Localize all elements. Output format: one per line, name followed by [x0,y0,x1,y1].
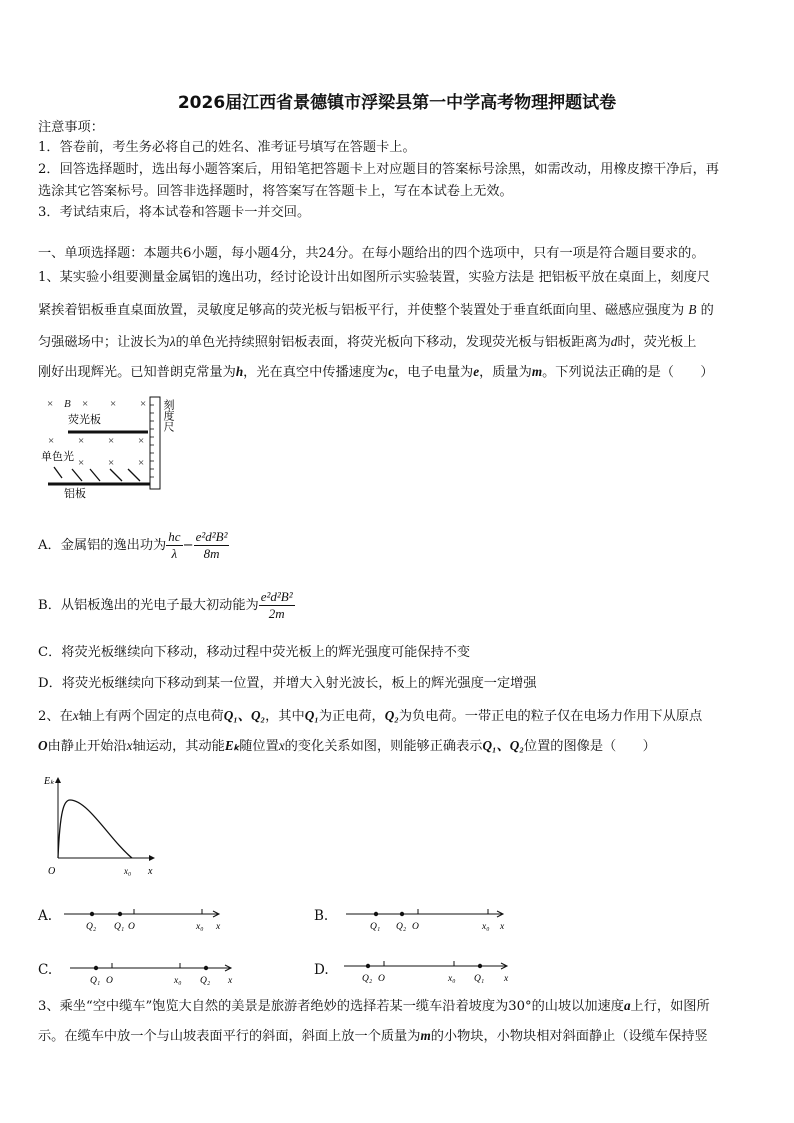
fraction: $\frac{\text{e²d²B²}}{2m}$ [260,589,293,621]
number-line-label: Q₂ [86,922,97,932]
plate-label: 铝板 [64,488,86,500]
notice-item: 3．考试结束后，将本试卷和答题卡一并交回。 [38,205,311,220]
q2-option-b-label: B. [314,908,329,924]
ek-curve [58,800,132,858]
notice-item: 1．答卷前，考生务必将自己的姓名、准考证号填写在答题卡上。 [38,140,416,155]
section-heading: 一、单项选择题：本题共6小题，每小题4分，共24分。在每小题给出的四个选项中，只有一项是符合题目要求的。 [38,246,705,261]
magnetic-field-cross: × [78,435,85,447]
q1-option-a: A．金属铝的逸出功为 $\frac{hc}{\lambda}$ − $\frac{\text{e²d²B²}}{8m}$ [38,529,228,561]
q1-option-c: C．将荧光板继续向下移动，移动过程中荧光板上的辉光强度可能保持不变 [38,645,471,660]
number-line-label: O [106,976,113,986]
screen-label: 荧光板 [68,414,101,426]
q2-option-c-label: C. [38,962,53,978]
charge-point [118,912,122,916]
q1-stem-line: 1、某实验小组要测量金属铝的逸出功，经讨论设计出如图所示实验装置，实验方法是 把铝板平放在桌面上，刻度尺 [38,270,710,285]
charge-point [400,912,404,916]
q3-stem-line: 示。在缆车中放一个与山坡表面平行的斜面，斜面上放一个质量为m的小物块，小物块相对斜面静止（设缆车保持竖 [38,1028,708,1044]
number-line-label: O [412,922,419,932]
number-line-label: O [378,974,385,984]
magnetic-field-cross: × [138,457,145,469]
notice-heading: 注意事项： [38,120,104,135]
q2-stem-line: O由静止开始沿x轴运动，其动能Eₖ随位置x的变化关系如图，则能够正确表示Q₁、Q₂位置的图像是（ ） [38,738,656,754]
number-line-label: O [128,922,135,932]
magnetic-field-label: B [64,398,71,410]
charge-point [374,912,378,916]
number-line-label: x₀ [448,974,456,984]
q2-stem-line: 2、在x轴上有两个固定的点电荷Q₁、Q₂，其中Q₁为正电荷，Q₂为负电荷。一带正电的粒子仅在电场力作用下从原点 [38,708,703,724]
number-line-label: Q₁ [474,974,485,984]
q2-option-d-numberline [340,954,520,988]
charge-point [94,966,98,970]
notice-item: 选涂其它答案标号。回答非选择题时，将答案写在答题卡上，写在本试卷上无效。 [38,184,513,199]
q2-option-d-label: D. [314,962,329,978]
number-line-label: x [216,922,221,932]
q2-ek-graph [40,770,170,878]
q1-stem-line: 刚好出现辉光。已知普朗克常量为h，光在真空中传播速度为c，电子电量为e，质量为m。下列说法正确的是（ ） [38,364,714,380]
q2-option-b-numberline [342,902,522,936]
number-line-label: Q₁ [90,976,101,986]
ruler-ticks [150,405,154,477]
magnetic-field-cross: × [108,435,115,447]
magnetic-field-cross: × [108,457,115,469]
number-line-label: Q₂ [396,922,407,932]
number-line-label: x₀ [196,922,204,932]
q1-option-b: B．从铝板逸出的光电子最大初动能为 $\frac{\text{e²d²B²}}{2m}$ [38,589,293,621]
origin-label: O [48,866,56,877]
number-line-label: Q₁ [114,922,125,932]
q3-stem-line: 3、乘坐“空中缆车”饱览大自然的美景是旅游者绝妙的选择若某一缆车沿着坡度为30°的山坡以加速度a上行，如图所 [38,998,710,1014]
number-line-label: x [500,922,505,932]
page-title: 2026届江西省景德镇市浮梁县第一中学高考物理押题试卷 [177,93,617,113]
magnetic-field-cross: × [138,435,145,447]
x-axis-label: x [148,866,153,877]
charge-point [90,912,94,916]
number-line-label: x₀ [482,922,490,932]
q1-stem-line: 匀强磁场中；让波长为λ的单色光持续照射铝板表面，将荧光板向下移动，发现荧光板与铝板距离为d时，荧光板上 [38,334,697,350]
y-axis-label: Eₖ [44,776,55,787]
number-line-label: x [228,976,233,986]
q1-option-d: D．将荧光板继续向下移动到某一位置，并增大入射光波长，板上的辉光强度一定增强 [38,676,537,691]
charge-point [478,964,482,968]
q2-option-a-label: A. [38,908,53,924]
notice-item: 2．回答选择题时，选出每小题答案后，用铅笔把答题卡上对应题目的答案标号涂黑，如需改动，用橡皮擦干净后，再 [38,162,719,177]
q1-stem-line: 紧挨着铝板垂直桌面放置，灵敏度足够高的荧光板与铝板平行，并使整个装置处于垂直纸面向里、磁感应强度为 B 的 [38,302,714,318]
light-label: 单色光 [41,451,74,463]
magnetic-field-cross: × [140,398,147,410]
q2-option-a-numberline [60,902,240,936]
magnetic-field-cross: × [78,457,85,469]
magnetic-field-cross: × [48,435,55,447]
ruler-label: 刻度尺 [162,399,174,432]
magnetic-field-cross: × [47,398,54,410]
magnetic-field-cross: × [82,398,89,410]
fraction: $\frac{hc}{\lambda}$ [168,529,181,561]
x0-label: x₀ [124,866,132,876]
q1-apparatus-figure [40,395,180,500]
charge-point [204,966,208,970]
fraction: $\frac{\text{e²d²B²}}{8m}$ [195,529,228,561]
q2-option-c-numberline [66,956,246,990]
ruler [150,397,160,489]
charge-point [366,964,370,968]
magnetic-field-cross: × [110,398,117,410]
light-rays [54,467,140,481]
number-line-label: Q₂ [200,976,211,986]
number-line-label: x [504,974,509,984]
number-line-label: Q₂ [362,974,373,984]
number-line-label: x₀ [174,976,182,986]
number-line-label: Q₁ [370,922,381,932]
